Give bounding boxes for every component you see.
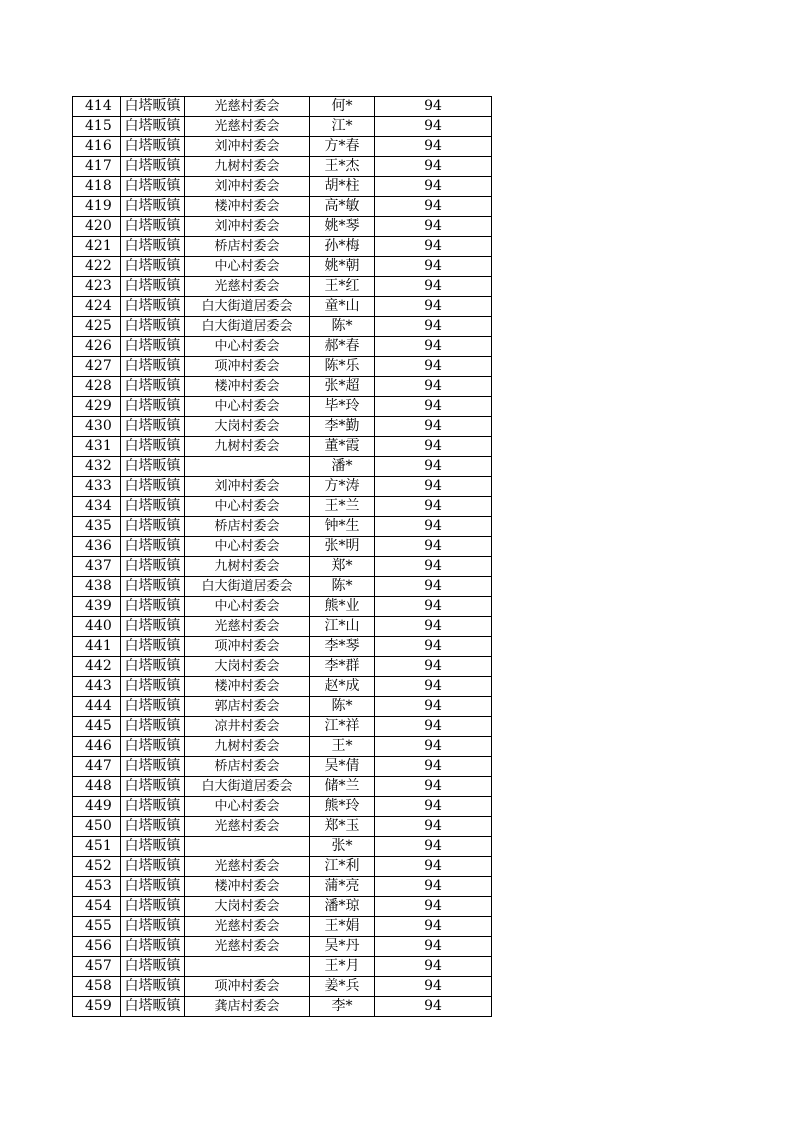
name-cell: 王*杰	[310, 157, 375, 177]
row-number-cell: 429	[73, 397, 121, 417]
row-number-cell: 459	[73, 997, 121, 1017]
village-cell: 白大街道居委会	[185, 317, 310, 337]
village-cell: 光慈村委会	[185, 917, 310, 937]
score-cell: 94	[375, 877, 492, 897]
row-number-cell: 417	[73, 157, 121, 177]
table-row	[73, 137, 492, 157]
village-cell: 九树村委会	[185, 437, 310, 457]
village-cell: 龚店村委会	[185, 997, 310, 1017]
name-cell: 童*山	[310, 297, 375, 317]
table-row	[73, 757, 492, 777]
name-cell: 李*勤	[310, 417, 375, 437]
row-number-cell: 421	[73, 237, 121, 257]
name-cell: 张*	[310, 837, 375, 857]
town-cell: 白塔畈镇	[121, 197, 185, 217]
row-number-cell: 419	[73, 197, 121, 217]
row-number-cell: 439	[73, 597, 121, 617]
row-number-cell: 420	[73, 217, 121, 237]
village-cell: 光慈村委会	[185, 817, 310, 837]
score-cell: 94	[375, 397, 492, 417]
town-cell: 白塔畈镇	[121, 717, 185, 737]
row-number-cell: 436	[73, 537, 121, 557]
town-cell: 白塔畈镇	[121, 857, 185, 877]
table-row	[73, 717, 492, 737]
row-number-cell: 457	[73, 957, 121, 977]
town-cell: 白塔畈镇	[121, 277, 185, 297]
score-cell: 94	[375, 857, 492, 877]
row-number-cell: 414	[73, 97, 121, 117]
row-number-cell: 425	[73, 317, 121, 337]
row-number-cell: 422	[73, 257, 121, 277]
score-cell: 94	[375, 377, 492, 397]
village-cell: 白大街道居委会	[185, 577, 310, 597]
town-cell: 白塔畈镇	[121, 957, 185, 977]
town-cell: 白塔畈镇	[121, 377, 185, 397]
name-cell: 张*明	[310, 537, 375, 557]
score-cell: 94	[375, 497, 492, 517]
row-number-cell: 418	[73, 177, 121, 197]
town-cell: 白塔畈镇	[121, 297, 185, 317]
score-cell: 94	[375, 217, 492, 237]
village-cell: 桥店村委会	[185, 237, 310, 257]
town-cell: 白塔畈镇	[121, 977, 185, 997]
name-cell: 陈*乐	[310, 357, 375, 377]
row-number-cell: 446	[73, 737, 121, 757]
village-cell: 白大街道居委会	[185, 297, 310, 317]
score-cell: 94	[375, 997, 492, 1017]
village-cell: 楼冲村委会	[185, 377, 310, 397]
town-cell: 白塔畈镇	[121, 777, 185, 797]
town-cell: 白塔畈镇	[121, 697, 185, 717]
table-row	[73, 497, 492, 517]
village-cell: 光慈村委会	[185, 97, 310, 117]
score-cell: 94	[375, 597, 492, 617]
name-cell: 方*涛	[310, 477, 375, 497]
row-number-cell: 434	[73, 497, 121, 517]
name-cell: 高*敏	[310, 197, 375, 217]
village-cell: 光慈村委会	[185, 277, 310, 297]
village-cell: 大岗村委会	[185, 897, 310, 917]
score-cell: 94	[375, 577, 492, 597]
name-cell: 李*	[310, 997, 375, 1017]
village-cell: 项冲村委会	[185, 357, 310, 377]
name-cell: 王*月	[310, 957, 375, 977]
row-number-cell: 450	[73, 817, 121, 837]
village-cell: 中心村委会	[185, 257, 310, 277]
table-row	[73, 617, 492, 637]
name-cell: 毕*玲	[310, 397, 375, 417]
name-cell: 方*春	[310, 137, 375, 157]
score-cell: 94	[375, 817, 492, 837]
row-number-cell: 424	[73, 297, 121, 317]
town-cell: 白塔畈镇	[121, 117, 185, 137]
village-cell: 凉井村委会	[185, 717, 310, 737]
town-cell: 白塔畈镇	[121, 237, 185, 257]
score-cell: 94	[375, 477, 492, 497]
table-row	[73, 577, 492, 597]
town-cell: 白塔畈镇	[121, 617, 185, 637]
score-cell: 94	[375, 897, 492, 917]
table-row	[73, 517, 492, 537]
row-number-cell: 444	[73, 697, 121, 717]
village-cell: 项冲村委会	[185, 637, 310, 657]
score-cell: 94	[375, 557, 492, 577]
score-cell: 94	[375, 417, 492, 437]
village-cell: 桥店村委会	[185, 757, 310, 777]
name-cell: 王*娟	[310, 917, 375, 937]
name-cell: 钟*生	[310, 517, 375, 537]
village-cell: 光慈村委会	[185, 937, 310, 957]
table-row	[73, 857, 492, 877]
table-row	[73, 477, 492, 497]
name-cell: 郑*玉	[310, 817, 375, 837]
town-cell: 白塔畈镇	[121, 137, 185, 157]
name-cell: 陈*	[310, 317, 375, 337]
score-cell: 94	[375, 257, 492, 277]
name-cell: 王*兰	[310, 497, 375, 517]
row-number-cell: 433	[73, 477, 121, 497]
row-number-cell: 448	[73, 777, 121, 797]
name-cell: 张*超	[310, 377, 375, 397]
row-number-cell: 415	[73, 117, 121, 137]
score-cell: 94	[375, 357, 492, 377]
row-number-cell: 443	[73, 677, 121, 697]
name-cell: 郑*	[310, 557, 375, 577]
score-cell: 94	[375, 717, 492, 737]
village-cell: 项冲村委会	[185, 977, 310, 997]
name-cell: 王*	[310, 737, 375, 757]
name-cell: 潘*	[310, 457, 375, 477]
table-row	[73, 817, 492, 837]
name-cell: 李*琴	[310, 637, 375, 657]
village-cell: 大岗村委会	[185, 657, 310, 677]
table-row	[73, 737, 492, 757]
row-number-cell: 428	[73, 377, 121, 397]
town-cell: 白塔畈镇	[121, 657, 185, 677]
table-row	[73, 97, 492, 117]
table-row	[73, 977, 492, 997]
table-row	[73, 697, 492, 717]
score-cell: 94	[375, 177, 492, 197]
data-table	[72, 96, 492, 1017]
village-cell: 光慈村委会	[185, 617, 310, 637]
name-cell: 潘*琼	[310, 897, 375, 917]
town-cell: 白塔畈镇	[121, 437, 185, 457]
score-cell: 94	[375, 697, 492, 717]
table-body	[73, 97, 492, 1017]
table-row	[73, 117, 492, 137]
row-number-cell: 449	[73, 797, 121, 817]
town-cell: 白塔畈镇	[121, 877, 185, 897]
town-cell: 白塔畈镇	[121, 157, 185, 177]
name-cell: 胡*柱	[310, 177, 375, 197]
village-cell: 中心村委会	[185, 337, 310, 357]
table-row	[73, 457, 492, 477]
name-cell: 熊*业	[310, 597, 375, 617]
name-cell: 江*	[310, 117, 375, 137]
row-number-cell: 435	[73, 517, 121, 537]
town-cell: 白塔畈镇	[121, 677, 185, 697]
village-cell	[185, 457, 310, 477]
score-cell: 94	[375, 317, 492, 337]
table-row	[73, 217, 492, 237]
row-number-cell: 438	[73, 577, 121, 597]
name-cell: 江*利	[310, 857, 375, 877]
town-cell: 白塔畈镇	[121, 997, 185, 1017]
name-cell: 储*兰	[310, 777, 375, 797]
score-cell: 94	[375, 677, 492, 697]
town-cell: 白塔畈镇	[121, 317, 185, 337]
score-cell: 94	[375, 117, 492, 137]
table-row	[73, 897, 492, 917]
table-row	[73, 297, 492, 317]
row-number-cell: 440	[73, 617, 121, 637]
town-cell: 白塔畈镇	[121, 497, 185, 517]
row-number-cell: 431	[73, 437, 121, 457]
table-row	[73, 917, 492, 937]
table-row	[73, 177, 492, 197]
score-cell: 94	[375, 657, 492, 677]
village-cell: 楼冲村委会	[185, 677, 310, 697]
table-row	[73, 797, 492, 817]
name-cell: 吴*丹	[310, 937, 375, 957]
row-number-cell: 430	[73, 417, 121, 437]
name-cell: 熊*玲	[310, 797, 375, 817]
row-number-cell: 426	[73, 337, 121, 357]
row-number-cell: 453	[73, 877, 121, 897]
row-number-cell: 432	[73, 457, 121, 477]
village-cell: 九树村委会	[185, 157, 310, 177]
table-row	[73, 257, 492, 277]
score-cell: 94	[375, 277, 492, 297]
score-cell: 94	[375, 437, 492, 457]
name-cell: 姜*兵	[310, 977, 375, 997]
town-cell: 白塔畈镇	[121, 757, 185, 777]
town-cell: 白塔畈镇	[121, 597, 185, 617]
row-number-cell: 445	[73, 717, 121, 737]
score-cell: 94	[375, 737, 492, 757]
table-row	[73, 837, 492, 857]
row-number-cell: 452	[73, 857, 121, 877]
town-cell: 白塔畈镇	[121, 357, 185, 377]
table-row	[73, 397, 492, 417]
village-cell: 中心村委会	[185, 397, 310, 417]
score-cell: 94	[375, 977, 492, 997]
town-cell: 白塔畈镇	[121, 217, 185, 237]
score-cell: 94	[375, 937, 492, 957]
name-cell: 郝*春	[310, 337, 375, 357]
table-row	[73, 237, 492, 257]
table-row	[73, 657, 492, 677]
table-row	[73, 877, 492, 897]
name-cell: 吴*倩	[310, 757, 375, 777]
village-cell: 刘冲村委会	[185, 137, 310, 157]
town-cell: 白塔畈镇	[121, 397, 185, 417]
name-cell: 姚*琴	[310, 217, 375, 237]
table-row	[73, 997, 492, 1017]
village-cell: 楼冲村委会	[185, 197, 310, 217]
row-number-cell: 441	[73, 637, 121, 657]
town-cell: 白塔畈镇	[121, 797, 185, 817]
table-row	[73, 197, 492, 217]
town-cell: 白塔畈镇	[121, 257, 185, 277]
table-row	[73, 937, 492, 957]
score-cell: 94	[375, 457, 492, 477]
name-cell: 王*红	[310, 277, 375, 297]
name-cell: 孙*梅	[310, 237, 375, 257]
score-cell: 94	[375, 637, 492, 657]
name-cell: 江*祥	[310, 717, 375, 737]
score-cell: 94	[375, 517, 492, 537]
table-row	[73, 597, 492, 617]
town-cell: 白塔畈镇	[121, 457, 185, 477]
name-cell: 李*群	[310, 657, 375, 677]
score-cell: 94	[375, 777, 492, 797]
village-cell: 中心村委会	[185, 597, 310, 617]
town-cell: 白塔畈镇	[121, 477, 185, 497]
row-number-cell: 447	[73, 757, 121, 777]
row-number-cell: 416	[73, 137, 121, 157]
row-number-cell: 423	[73, 277, 121, 297]
table-row	[73, 777, 492, 797]
table-row	[73, 677, 492, 697]
table-row	[73, 357, 492, 377]
town-cell: 白塔畈镇	[121, 897, 185, 917]
score-cell: 94	[375, 237, 492, 257]
town-cell: 白塔畈镇	[121, 97, 185, 117]
village-cell: 楼冲村委会	[185, 877, 310, 897]
village-cell	[185, 837, 310, 857]
score-cell: 94	[375, 917, 492, 937]
table-row	[73, 337, 492, 357]
table-row	[73, 537, 492, 557]
score-cell: 94	[375, 97, 492, 117]
town-cell: 白塔畈镇	[121, 817, 185, 837]
village-cell: 大岗村委会	[185, 417, 310, 437]
village-cell: 刘冲村委会	[185, 477, 310, 497]
score-cell: 94	[375, 617, 492, 637]
name-cell: 何*	[310, 97, 375, 117]
row-number-cell: 437	[73, 557, 121, 577]
name-cell: 姚*朝	[310, 257, 375, 277]
name-cell: 江*山	[310, 617, 375, 637]
town-cell: 白塔畈镇	[121, 937, 185, 957]
row-number-cell: 458	[73, 977, 121, 997]
name-cell: 蒲*亮	[310, 877, 375, 897]
row-number-cell: 442	[73, 657, 121, 677]
village-cell: 中心村委会	[185, 497, 310, 517]
village-cell: 刘冲村委会	[185, 177, 310, 197]
table-row	[73, 957, 492, 977]
town-cell: 白塔畈镇	[121, 917, 185, 937]
town-cell: 白塔畈镇	[121, 537, 185, 557]
town-cell: 白塔畈镇	[121, 637, 185, 657]
village-cell	[185, 957, 310, 977]
village-cell: 中心村委会	[185, 537, 310, 557]
town-cell: 白塔畈镇	[121, 517, 185, 537]
score-cell: 94	[375, 157, 492, 177]
town-cell: 白塔畈镇	[121, 557, 185, 577]
town-cell: 白塔畈镇	[121, 837, 185, 857]
score-cell: 94	[375, 197, 492, 217]
table-row	[73, 377, 492, 397]
score-cell: 94	[375, 837, 492, 857]
village-cell: 中心村委会	[185, 797, 310, 817]
score-cell: 94	[375, 537, 492, 557]
score-cell: 94	[375, 957, 492, 977]
score-cell: 94	[375, 797, 492, 817]
row-number-cell: 455	[73, 917, 121, 937]
name-cell: 赵*成	[310, 677, 375, 697]
table-row	[73, 557, 492, 577]
village-cell: 刘冲村委会	[185, 217, 310, 237]
town-cell: 白塔畈镇	[121, 417, 185, 437]
row-number-cell: 427	[73, 357, 121, 377]
village-cell: 郭店村委会	[185, 697, 310, 717]
table-row	[73, 637, 492, 657]
village-cell: 光慈村委会	[185, 117, 310, 137]
town-cell: 白塔畈镇	[121, 737, 185, 757]
town-cell: 白塔畈镇	[121, 177, 185, 197]
score-cell: 94	[375, 757, 492, 777]
table-row	[73, 277, 492, 297]
town-cell: 白塔畈镇	[121, 577, 185, 597]
table-row	[73, 437, 492, 457]
village-cell: 光慈村委会	[185, 857, 310, 877]
name-cell: 董*霞	[310, 437, 375, 457]
town-cell: 白塔畈镇	[121, 337, 185, 357]
name-cell: 陈*	[310, 697, 375, 717]
village-cell: 九树村委会	[185, 557, 310, 577]
village-cell: 白大街道居委会	[185, 777, 310, 797]
row-number-cell: 456	[73, 937, 121, 957]
table-row	[73, 417, 492, 437]
table-row	[73, 157, 492, 177]
score-cell: 94	[375, 337, 492, 357]
village-cell: 九树村委会	[185, 737, 310, 757]
row-number-cell: 451	[73, 837, 121, 857]
score-cell: 94	[375, 297, 492, 317]
table-row	[73, 317, 492, 337]
score-cell: 94	[375, 137, 492, 157]
name-cell: 陈*	[310, 577, 375, 597]
row-number-cell: 454	[73, 897, 121, 917]
village-cell: 桥店村委会	[185, 517, 310, 537]
